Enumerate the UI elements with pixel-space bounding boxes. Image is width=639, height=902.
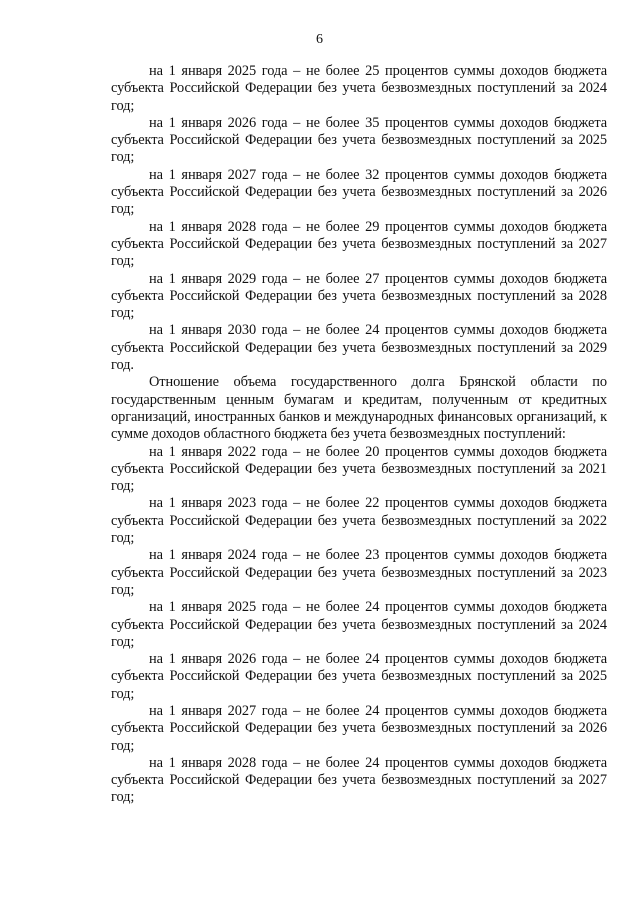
paragraph-ratio-2028: на 1 января 2028 года – не более 24 процентов суммы доходов бюджета субъекта Российской Федерации без учета безвозмездных поступлений за 2027 год; — [111, 754, 607, 806]
document-body — [111, 63, 607, 807]
paragraph-ratio-2027: на 1 января 2027 года – не более 24 процентов суммы доходов бюджета субъекта Российской Федерации без учета безвозмездных поступлений за 2026 год; — [111, 702, 607, 754]
paragraph-debt-limit-2029: на 1 января 2029 года – не более 27 процентов суммы доходов бюджета субъекта Российской Федерации без учета безвозмездных поступлений за 2028 год; — [111, 270, 607, 322]
page-number: 6 — [316, 32, 323, 47]
paragraph-ratio-2025: на 1 января 2025 года – не более 24 процентов суммы доходов бюджета субъекта Российской Федерации без учета безвозмездных поступлений за 2024 год; — [111, 599, 607, 650]
paragraph-ratio-2022: на 1 января 2022 года – не более 20 процентов суммы доходов бюджета субъекта Российской Федерации без учета безвозмездных поступлений за 2021 год; — [111, 443, 607, 495]
paragraph-debt-limit-2026: на 1 января 2026 года – не более 35 процентов суммы доходов бюджета субъекта Российской Федерации без учета безвозмездных поступлений за 2025 год; — [111, 114, 607, 166]
paragraph-debt-limit-2028: на 1 января 2028 года – не более 29 процентов суммы доходов бюджета субъекта Российской Федерации без учета безвозмездных поступлений за 2027 год; — [111, 218, 607, 270]
paragraph-debt-limit-2025: на 1 января 2025 года – не более 25 процентов суммы доходов бюджета субъекта Российской Федерации без учета безвозмездных поступлений за 2024 год; — [111, 63, 607, 114]
paragraph-ratio-2024: на 1 января 2024 года – не более 23 процентов суммы доходов бюджета субъекта Российской Федерации без учета безвозмездных поступлений за 2023 год; — [111, 547, 607, 598]
paragraph-debt-ratio-heading: Отношение объема государственного долга Брянской области по государственным ценным бумагам и кредитам, полученным от кредитных организаций, иностранных банков и международных финансовых организаций, к сумме доходов областного бюджета без учета безвозмездных поступлений: — [111, 374, 607, 443]
paragraph-ratio-2026: на 1 января 2026 года – не более 24 процентов суммы доходов бюджета субъекта Российской Федерации без учета безвозмездных поступлений за 2025 год; — [111, 651, 607, 702]
paragraph-debt-limit-2027: на 1 января 2027 года – не более 32 процентов суммы доходов бюджета субъекта Российской Федерации без учета безвозмездных поступлений за 2026 год; — [111, 166, 607, 218]
paragraph-debt-limit-2030: на 1 января 2030 года – не более 24 процентов суммы доходов бюджета субъекта Российской Федерации без учета безвозмездных поступлений за 2029 год. — [111, 322, 607, 374]
paragraph-ratio-2023: на 1 января 2023 года – не более 22 процентов суммы доходов бюджета субъекта Российской Федерации без учета безвозмездных поступлений за 2022 год; — [111, 495, 607, 547]
